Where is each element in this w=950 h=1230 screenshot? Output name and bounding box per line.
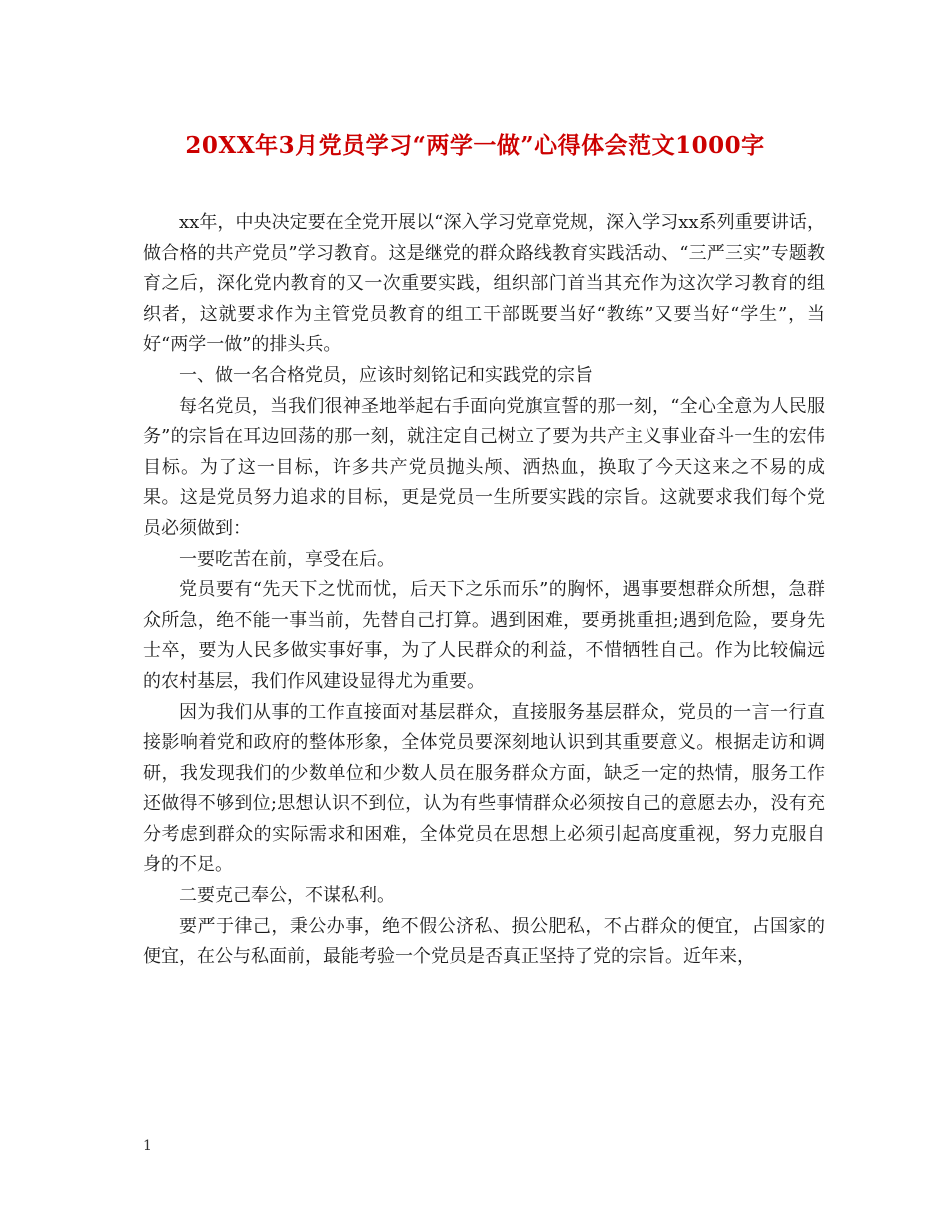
paragraph-intro: xx年，中央决定要在全党开展以“深入学习党章党规，深入学习xx系列重要讲话，做合格的共产党员”学习教育。这是继党的群众路线教育实践活动、“三严三实”专题教育之后，深化党内教育的又一次重要实践，组织部门首当其充作为这次学习教育的组织者，这就要求作为主管党员教育的组工干部既要当好“教练”又要当好“学生”，当好“两学一做”的排头兵。 — [143, 212, 825, 356]
page-number: 1 — [143, 1138, 152, 1154]
paragraph-oath: 每名党员，当我们很神圣地举起右手面向党旗宣誓的那一刻，“全心全意为人民服务”的宗旨在耳边回荡的那一刻，就注定自己树立了要为共产主义事业奋斗一生的宏伟目标。为了这一目标，许多共产党员抛头颅、洒热血，换取了今天这来之不易的成果。这是党员努力追求的目标，更是党员一生所要实践的宗旨。这就要求我们每个党员必须做到： — [143, 395, 825, 539]
document-title: 20XX年3月党员学习“两学一做”心得体会范文1000字 — [185, 132, 765, 159]
document-body — [143, 208, 825, 973]
paragraph-hardship: 党员要有“先天下之忧而忧，后天下之乐而乐”的胸怀，遇事要想群众所想，急群众所急，绝不能一事当前，先替自己打算。遇到困难，要勇挑重担;遇到危险，要身先士卒，要为人民多做实事好事，为了人民群众的利益，不惜牺牲自己。作为比较偏远的农村基层，我们作风建设显得尤为重要。 — [143, 579, 825, 692]
section-heading-1: 一、做一名合格党员，应该时刻铭记和实践党的宗旨 — [179, 364, 593, 386]
paragraph-selfless: 要严于律己，秉公办事，绝不假公济私、损公肥私，不占群众的便宜，占国家的便宜，在公与私面前，最能考验一个党员是否真正坚持了党的宗旨。近年来， — [143, 915, 825, 968]
paragraph-grassroots: 因为我们从事的工作直接面对基层群众，直接服务基层群众，党员的一言一行直接影响着党和政府的整体形象，全体党员要深刻地认识到其重要意义。根据走访和调研，我发现我们的少数单位和少数人员在服务群众方面，缺乏一定的热情，服务工作还做得不够到位;思想认识不到位，认为有些事情群众必须按自己的意愿去办，没有充分考虑到群众的实际需求和困难，全体党员在思想上必须引起高度重视，努力克服自身的不足。 — [143, 701, 825, 876]
subheading-1: 一要吃苦在前，享受在后。 — [179, 548, 395, 570]
subheading-2: 二要克己奉公，不谋私利。 — [179, 885, 395, 907]
